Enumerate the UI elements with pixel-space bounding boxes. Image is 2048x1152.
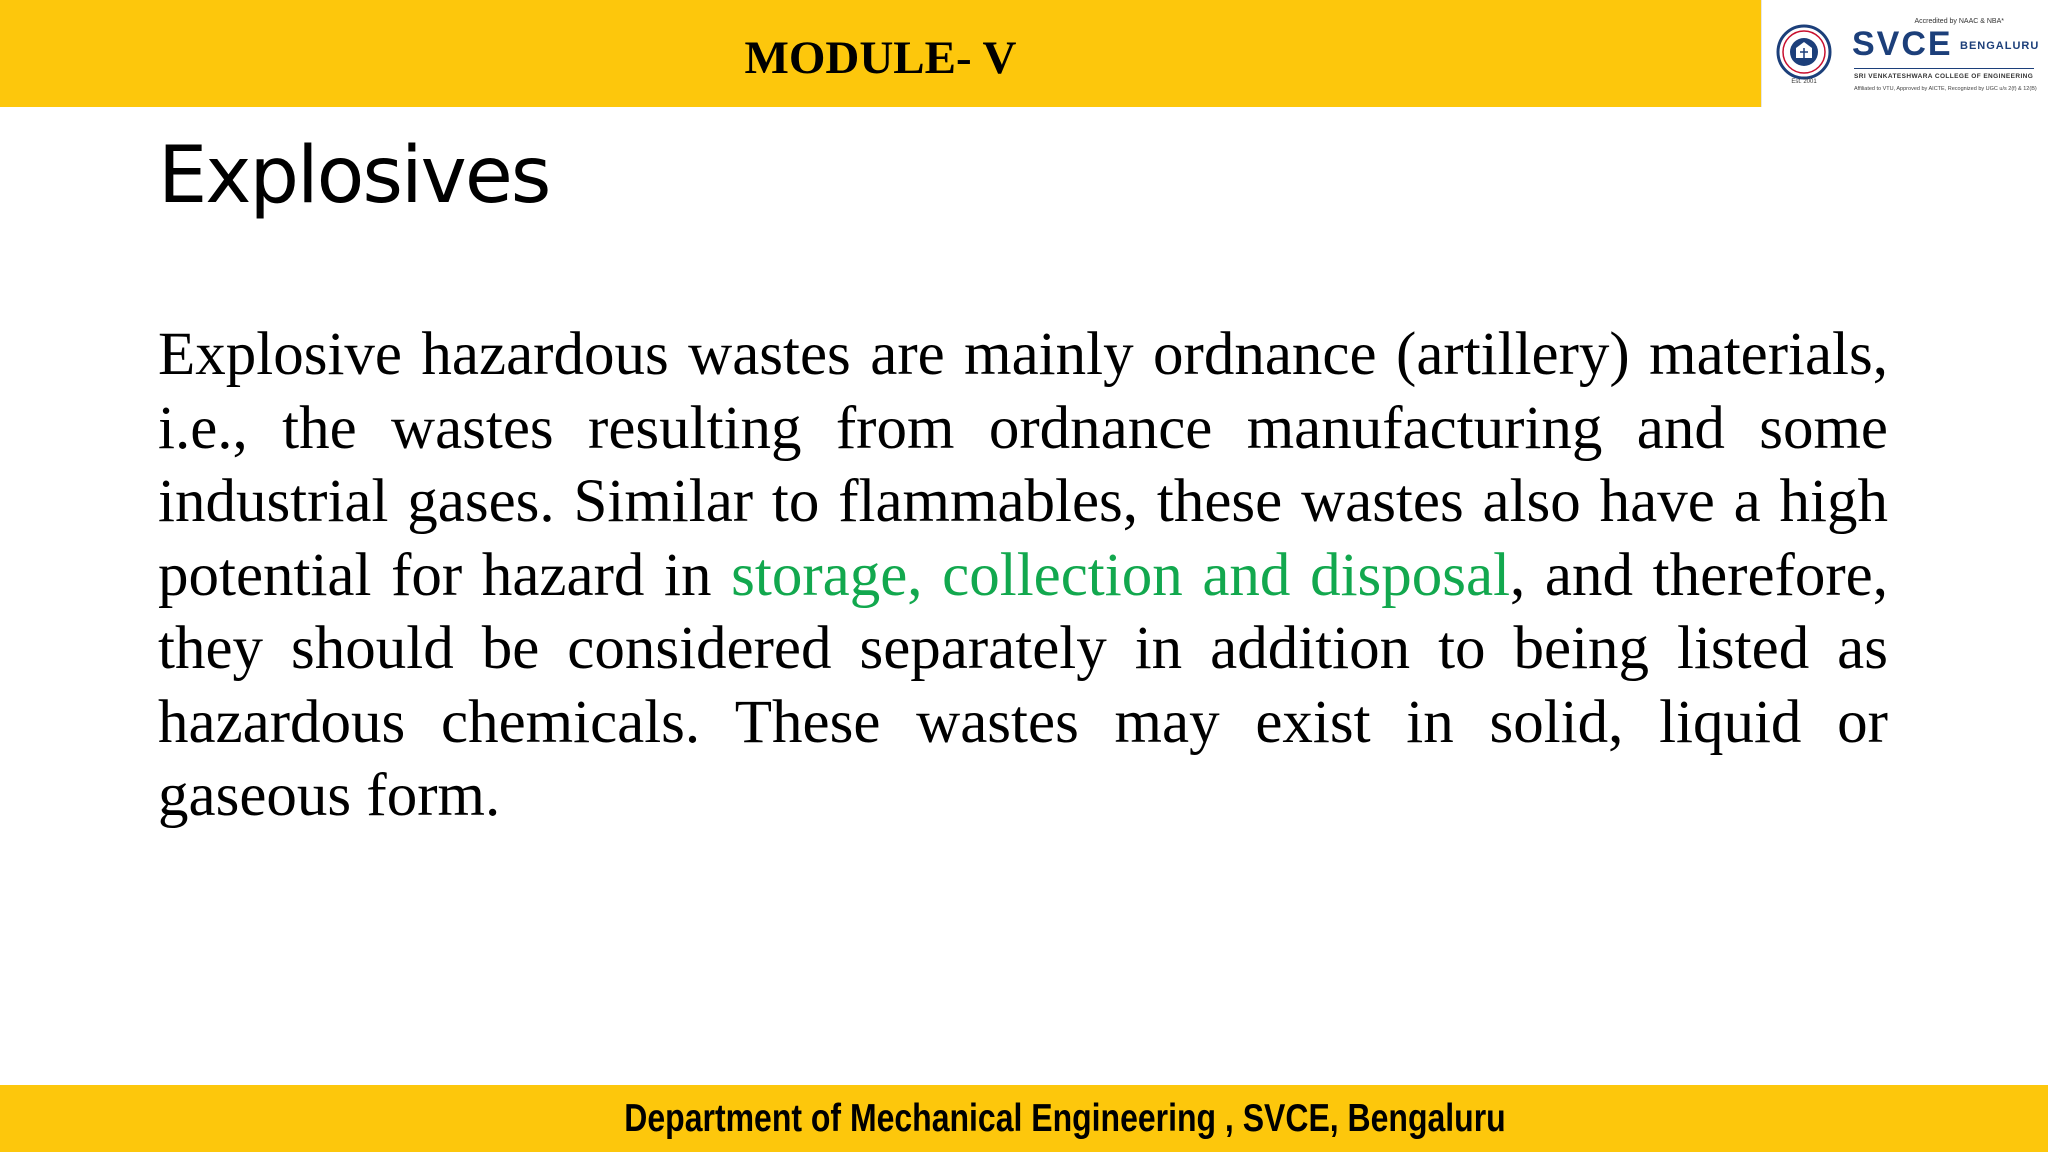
logo-city: BENGALURU: [1960, 40, 2040, 52]
slide-title: Explosives: [158, 131, 550, 221]
footer-department: Department of Mechanical Engineering , SVCE, Bengaluru: [624, 1096, 1506, 1140]
logo-name: SVCE: [1852, 25, 1953, 63]
header-bar: [0, 0, 1761, 107]
body-paragraph: [158, 318, 1888, 833]
logo-divider: [1854, 68, 2034, 69]
body-text-part2: , and therefore, they should be considered separately in addition to being listed as hazardous chemicals. These wastes may exist in solid, liquid or gaseous form.: [158, 541, 1888, 829]
body-highlight: storage, collection and disposal: [731, 541, 1511, 609]
footer-bar: [0, 1085, 2048, 1152]
college-seal-icon: [1774, 18, 1834, 90]
body-text-part1: Explosive hazardous wastes are mainly ordnance (artillery) materials, i.e., the wastes resulting from ordnance manufacturing and some industrial gases. Similar to flammables, these wastes also have a high potential for hazard in: [158, 321, 1888, 609]
logo-accreditation: Accredited by NAAC & NBA*: [1914, 18, 2004, 25]
svg-text:Est. 2001: Est. 2001: [1791, 79, 1817, 85]
module-title: MODULE- V: [744, 31, 1017, 84]
college-logo: [1761, 0, 2048, 107]
logo-college-name: SRI VENKATESHWARA COLLEGE OF ENGINEERING: [1854, 73, 2034, 80]
logo-affiliation: Affiliated to VTU, Approved by AICTE, Recognized by UGC u/s 2(f) & 12(B): [1854, 86, 2037, 92]
